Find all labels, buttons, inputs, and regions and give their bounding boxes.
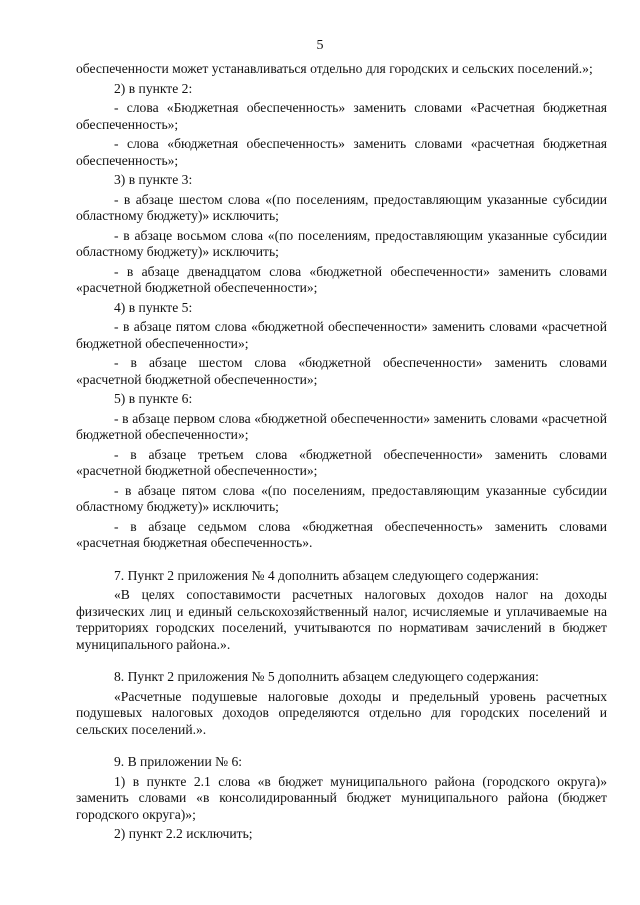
paragraph: - слова «бюджетная обеспеченность» заменить словами «расчетная бюджетная обеспеченность»; — [76, 136, 607, 168]
paragraph: 2) в пункте 2: — [114, 80, 193, 96]
paragraph: - в абзаце двенадцатом слова «бюджетной обеспеченности» заменить словами «расчетной бюджетной обеспеченности»; — [76, 263, 607, 295]
paragraph: - в абзаце пятом слова «бюджетной обеспеченности» заменить словами «расчетной бюджетной обеспеченности»; — [76, 319, 607, 351]
paragraph: - в абзаце первом слова «бюджетной обеспеченности» заменить словами «расчетной бюджетной обеспеченности»; — [76, 410, 607, 442]
paragraph: - в абзаце шестом слова «бюджетной обеспеченности» заменить словами «расчетной бюджетной обеспеченности»; — [76, 355, 607, 387]
paragraph: 4) в пункте 5: — [114, 299, 193, 315]
paragraph: - в абзаце седьмом слова «бюджетная обеспеченность» заменить словами «расчетная бюджетная обеспеченность». — [76, 518, 607, 550]
paragraph: - в абзаце шестом слова «(по поселениям, предоставляющим указанные субсидии областному бюджету)» исключить; — [76, 191, 607, 223]
paragraph: 2) пункт 2.2 исключить; — [114, 826, 253, 841]
paragraph: - слова «Бюджетная обеспеченность» заменить словами «Расчетная бюджетная обеспеченность»; — [76, 100, 607, 132]
paragraph: «В целях сопоставимости расчетных налоговых доходов налог на доходы физических лиц и единый сельскохозяйственный налог, исчисляемые и уплачиваемые на территориях городских поселений, учитываются по нормативам зачислений в бюджет муниципального района.». — [76, 587, 607, 652]
paragraph: 9. В приложении № 6: — [114, 754, 243, 769]
document-body — [76, 61, 607, 846]
paragraph: 3) в пункте 3: — [114, 172, 193, 187]
paragraph: - в абзаце восьмом слова «(по поселениям, предоставляющим указанные субсидии областному бюджету)» исключить; — [76, 227, 607, 259]
paragraph: обеспеченности может устанавливаться отдельно для городских и сельских поселений.»; — [76, 61, 593, 76]
paragraph: - в абзаце пятом слова «(по поселениям, предоставляющим указанные субсидии областному бюджету)» исключить; — [76, 482, 607, 514]
page-number: 5 — [316, 38, 324, 53]
paragraph: 1) в пункте 2.1 слова «в бюджет муниципального района (городского округа)» заменить словами «в консолидированный бюджет муниципального района (бюджет городского округа)»; — [76, 773, 607, 822]
paragraph: 5) в пункте 6: — [114, 391, 193, 406]
paragraph: 8. Пункт 2 приложения № 5 дополнить абзацем следующего содержания: — [114, 669, 539, 684]
paragraph: «Расчетные подушевые налоговые доходы и предельный уровень расчетных подушевых налоговых доходов определяются отдельно для городских поселений и сельских поселений.». — [76, 688, 607, 737]
paragraph: 7. Пункт 2 приложения № 4 дополнить абзацем следующего содержания: — [114, 567, 539, 583]
paragraph: - в абзаце третьем слова «бюджетной обеспеченности» заменить словами «расчетной бюджетной обеспеченности»; — [76, 446, 607, 478]
